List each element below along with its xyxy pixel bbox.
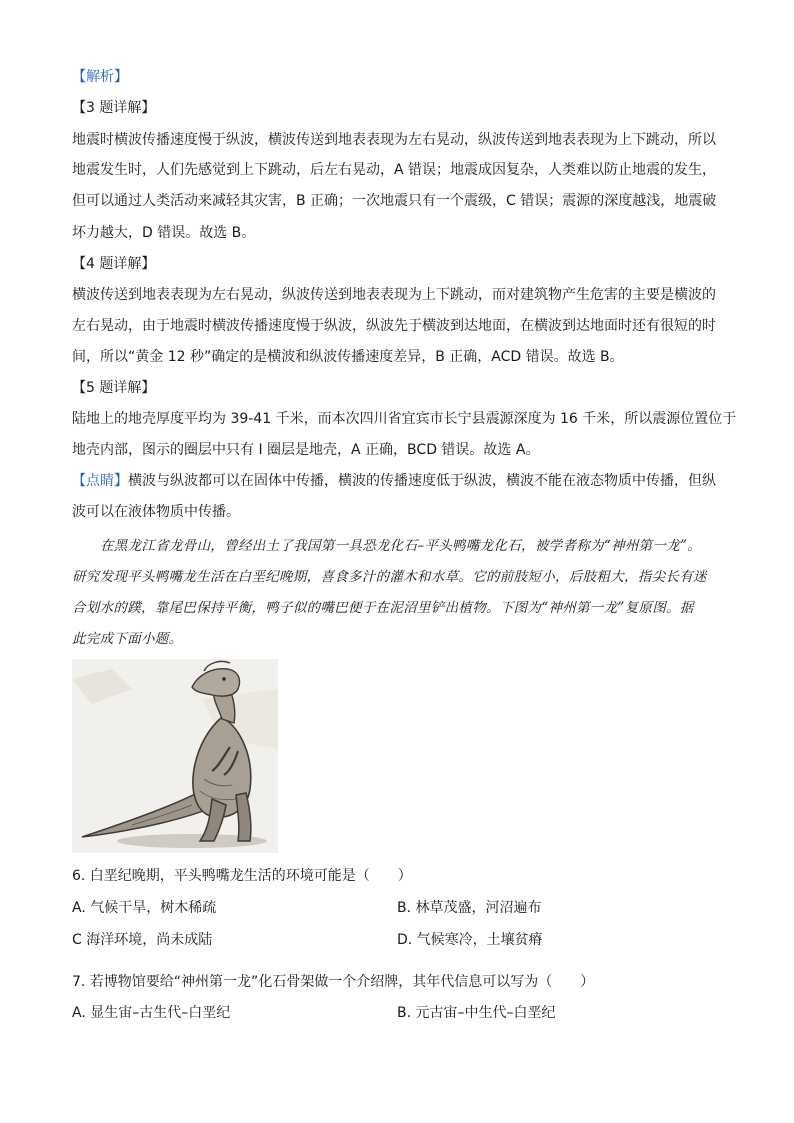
q6-option-b: B. 林草茂盛，河沼遍布: [397, 900, 542, 916]
q5-text-line: 地壳内部，图示的圈层中只有 I 圈层是地壳，A 正确，BCD 错误。故选 A。: [72, 442, 540, 458]
q5-text-line: 陆地上的地壳厚度平均为 39-41 千米，而本次四川省宜宾市长宁县震源深度为 16 千米，所以震源位置位于: [72, 411, 737, 427]
q6-option-d: D. 气候寒冷，土壤贫瘠: [397, 932, 543, 948]
passage-line: 研究发现平头鸭嘴龙生活在白垩纪晚期，喜食多汁的灌木和水草。它的前肢短小，后肢粗大，指尖长有迷: [72, 569, 707, 585]
q3-text-line: 地震发生时，人们先感觉到上下跳动，后左右晃动，A 错误；地震成因复杂，人类难以防止地震的发生，: [72, 162, 717, 178]
q6-option-a: A. 气候干旱，树木稀疏: [72, 900, 217, 916]
q7-option-b: B. 元古宙–中生代–白垩纪: [397, 1005, 556, 1021]
q7-stem: 7. 若博物馆要给“神州第一龙”化石骨架做一个介绍牌，其年代信息可以写为（ ）: [72, 974, 595, 990]
q4-header: 【4 题详解】: [72, 256, 156, 272]
tip-label: 【点睛】: [72, 473, 128, 489]
passage-line: 此完成下面小题。: [72, 631, 183, 647]
analysis-header: 【解析】: [72, 69, 128, 85]
passage-line: 在黑龙江省龙骨山，曾经出土了我国第一具恐龙化石–平头鸭嘴龙化石，被学者称为“神州第一龙”。: [100, 538, 702, 554]
q6-stem: 6. 白垩纪晚期，平头鸭嘴龙生活的环境可能是（ ）: [72, 868, 412, 884]
passage-line: 合划水的蹼，靠尾巴保持平衡，鸭子似的嘴巴便于在泥沼里铲出植物。下图为“神州第一龙”复原图。据: [72, 600, 694, 616]
tip-line: [72, 471, 722, 491]
q3-text-line: 坏力越大，D 错误。故选 B。: [72, 225, 256, 241]
q5-header: 【5 题详解】: [72, 380, 156, 396]
dinosaur-reconstruction-image: [72, 659, 278, 853]
dinosaur-icon: [72, 659, 278, 853]
tip-text: 横波与纵波都可以在固体中传播，横波的传播速度低于纵波，横波不能在液态物质中传播，但纵: [128, 473, 716, 489]
q3-text-line: 地震时横波传播速度慢于纵波，横波传送到地表表现为左右晃动，纵波传送到地表表现为上下跳动，所以: [72, 132, 716, 148]
q3-header: 【3 题详解】: [72, 100, 156, 116]
q3-text-line: 但可以通过人类活动来减轻其灾害，B 正确；一次地震只有一个震级，C 错误；震源的深度越浅，地震破: [72, 193, 717, 209]
q4-text-line: 左右晃动，由于地震时横波传播速度慢于纵波，纵波先于横波到达地面，在横波到达地面时还有很短的时: [72, 318, 716, 334]
q4-text-line: 横波传送到地表表现为左右晃动，纵波传送到地表表现为上下跳动，而对建筑物产生危害的主要是横波的: [72, 287, 716, 303]
q4-text-line: 间，所以“黄金 12 秒”确定的是横波和纵波传播速度差异，B 正确，ACD 错误。故选 B。: [72, 349, 624, 365]
q7-option-a: A. 显生宙–古生代–白垩纪: [72, 1005, 231, 1021]
tip-text-line: 波可以在液体物质中传播。: [72, 504, 240, 520]
q6-option-c: C 海洋环境，尚未成陆: [72, 932, 213, 948]
